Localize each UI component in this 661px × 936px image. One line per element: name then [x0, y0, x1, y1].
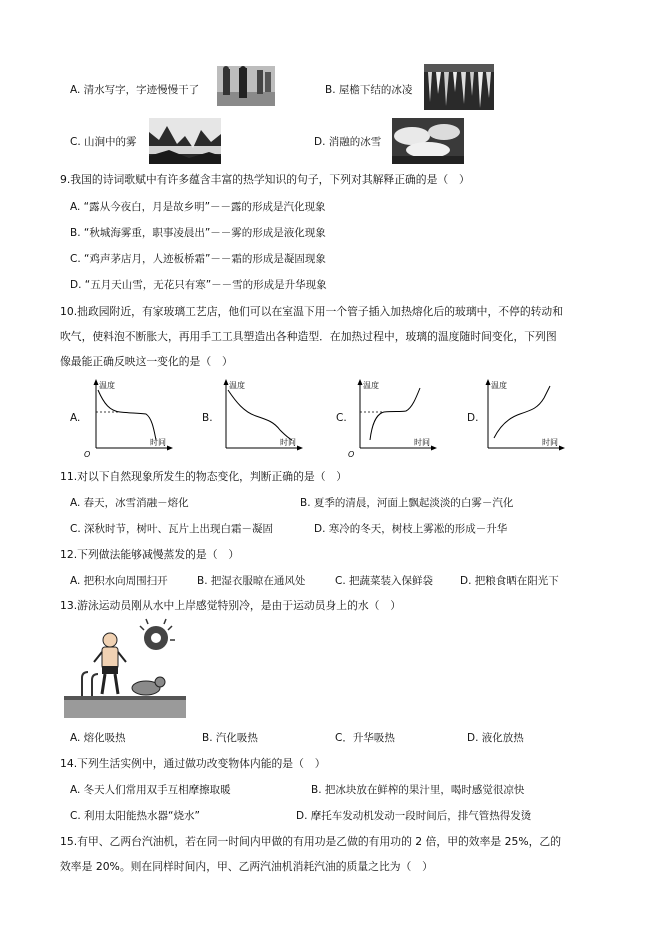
q13-option-c: C．升华吸热: [335, 732, 395, 744]
q10-graph-c-xlabel: 时间: [414, 438, 430, 447]
q10-graph-b-label: B.: [202, 412, 213, 424]
photo-writing-drying: [217, 66, 275, 106]
photo-melting-snow: [392, 118, 464, 164]
q8-option-a: A. 清水写字，字迹慢慢干了: [70, 84, 200, 96]
q12-stem: 12.下列做法能够减慢蒸发的是（ ）: [60, 548, 240, 561]
q11-option-c: C. 深秋时节，树叶、瓦片上出现白霜－凝固: [70, 523, 274, 535]
q10-stem-line1: 10.拙政园附近，有家玻璃工艺店，他们可以在室温下用一个管子插入加热熔化后的玻璃中，不停的转动和: [60, 305, 564, 318]
q10-graph-b-xlabel: 时间: [280, 438, 296, 447]
q10-graph-d-xlabel: 时间: [542, 438, 558, 447]
q10-graph-a-origin: O: [84, 450, 91, 459]
q9-option-d: D. “五月天山雪，无花只有寒”－－雪的形成是升华现象: [70, 279, 327, 291]
q14-option-b: B. 把冰块放在鲜榨的果汁里，喝时感觉很凉快: [311, 784, 525, 796]
q15-stem-line1: 15.有甲、乙两台汽油机，若在同一时间内甲做的有用功是乙做的有用功的 2 倍，甲的效率是 25%，乙的: [60, 835, 562, 848]
q10-graph-c-origin: O: [348, 450, 355, 459]
q10-graph-a-ylabel: 温度: [99, 381, 115, 390]
q10-graph-d-label: D.: [467, 412, 479, 424]
photo-icicles: [424, 64, 494, 110]
q14-stem: 14.下列生活实例中，通过做功改变物体内能的是（ ）: [60, 757, 326, 770]
q13-option-d: D. 液化放热: [467, 732, 524, 744]
q14-option-d: D. 摩托车发动机发动一段时间后，排气管热得发烫: [296, 810, 532, 822]
q8-option-b: B. 屋檐下结的冰凌: [325, 84, 413, 96]
q10-graph-d-ylabel: 温度: [491, 381, 507, 390]
illustration-shivering-swimmer: [64, 618, 186, 718]
photo-mountain-fog: [149, 118, 221, 164]
q10-graph-c-ylabel: 温度: [363, 381, 379, 390]
q12-option-a: A. 把积水向周围扫开: [70, 575, 168, 587]
q11-stem: 11.对以下自然现象所发生的物态变化，判断正确的是（ ）: [60, 470, 348, 483]
q9-option-b: B. “秋城海雾重，职事凌晨出”－－雾的形成是液化现象: [70, 227, 326, 239]
q10-stem-line2: 吹气，使料泡不断胀大，再用手工工具塑造出各种造型．在加热过程中，玻璃的温度随时间变化，下列图: [60, 330, 557, 343]
q14-option-a: A. 冬天人们常用双手互相摩擦取暖: [70, 784, 231, 796]
q11-option-a: A. 春天，冰雪消融－熔化: [70, 497, 189, 509]
q13-option-a: A. 熔化吸热: [70, 732, 126, 744]
q8-option-c: C. 山涧中的雾: [70, 136, 137, 148]
q15-stem-line2: 效率是 20%。则在同样时间内，甲、乙两汽油机消耗汽油的质量之比为（ ）: [60, 860, 433, 873]
q11-option-b: B. 夏季的清晨，河面上飘起淡淡的白雾－汽化: [300, 497, 514, 509]
q13-option-b: B. 汽化吸热: [202, 732, 258, 744]
q12-option-c: C. 把蔬菜装入保鲜袋: [335, 575, 434, 587]
q10-graph-a-xlabel: 时间: [150, 438, 166, 447]
q10-graph-a-label: A.: [70, 412, 81, 424]
q11-option-d: D. 寒冷的冬天，树枝上雾凇的形成－升华: [314, 523, 508, 535]
q10-graph-b-ylabel: 温度: [229, 381, 245, 390]
q9-stem: 9.我国的诗词歌赋中有许多蕴含丰富的热学知识的句子，下列对其解释正确的是（ ）: [60, 173, 470, 186]
q10-stem-line3: 像最能正确反映这一变化的是（ ）: [60, 355, 233, 368]
q9-option-c: C. “鸡声茅店月，人迹板桥霜”－－霜的形成是凝固现象: [70, 253, 326, 265]
q8-option-d: D. 消融的冰雪: [314, 136, 382, 148]
q12-option-b: B. 把湿衣服晾在通风处: [197, 575, 306, 587]
q12-option-d: D. 把粮食晒在阳光下: [460, 575, 559, 587]
q10-graph-c-label: C.: [336, 412, 347, 424]
q9-option-a: A. “露从今夜白，月是故乡明”－－露的形成是汽化现象: [70, 201, 326, 213]
q13-stem: 13.游泳运动员刚从水中上岸感觉特别冷，是由于运动员身上的水（ ）: [60, 599, 402, 612]
q14-option-c: C. 利用太阳能热水器“烧水”: [70, 810, 200, 822]
